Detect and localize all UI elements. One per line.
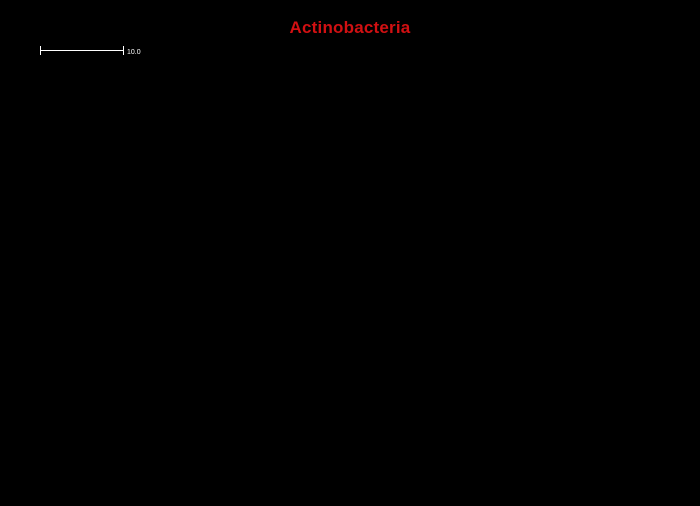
phylogenetic-tree xyxy=(0,66,700,506)
scale-bar-tick-left xyxy=(40,46,41,55)
scale-bar-line xyxy=(40,50,124,51)
scale-bar-tick-right xyxy=(123,46,124,55)
page-title: Actinobacteria xyxy=(289,18,411,37)
scale-bar xyxy=(40,44,180,64)
scale-bar-label: 10.0 xyxy=(127,49,141,56)
tree-branches xyxy=(0,66,700,506)
